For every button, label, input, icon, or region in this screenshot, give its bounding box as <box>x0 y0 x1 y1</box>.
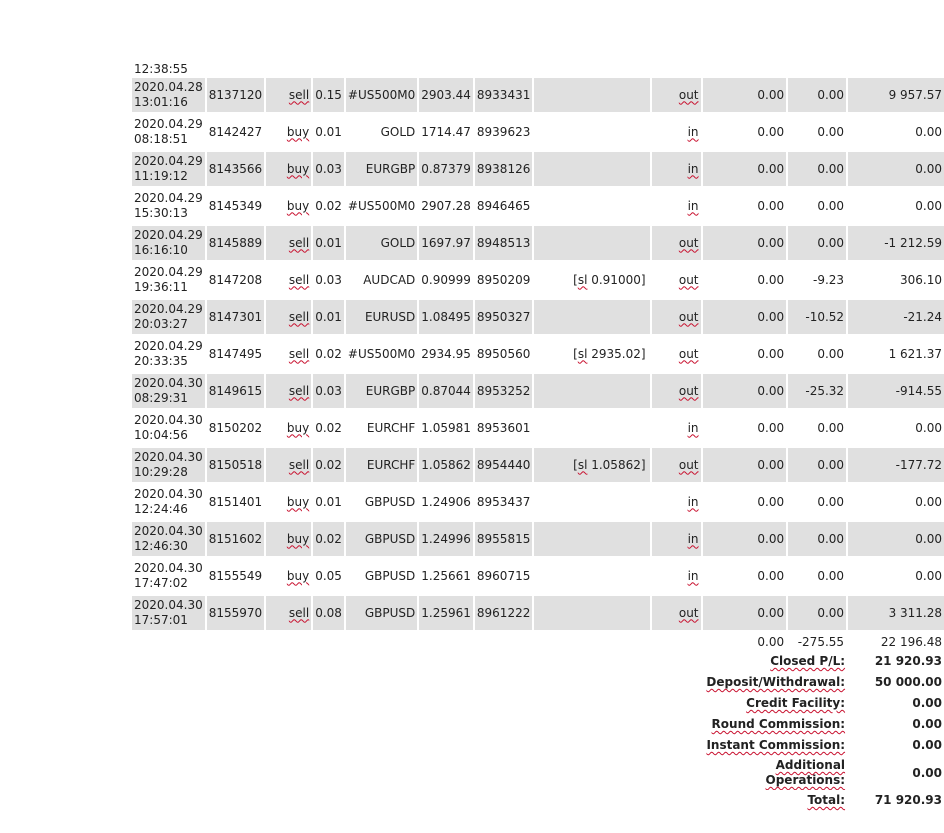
summary-value: 71 920.93 <box>874 793 942 807</box>
time-text: 08:29:31 <box>134 391 188 405</box>
date-text: 2020.04.29 <box>134 302 203 316</box>
symbol-cell: #US500M0 <box>345 336 418 373</box>
volume-cell: 0.03 <box>312 262 345 299</box>
price-cell: 1.25961 <box>418 595 474 632</box>
date-text: 2020.04.30 <box>134 598 203 612</box>
comment-cell <box>533 484 650 521</box>
swap-cell: 0.00 <box>787 151 847 188</box>
swap-cell: 0.00 <box>787 188 847 225</box>
deal-cell: 8147495 <box>206 336 265 373</box>
deal-cell: 8151401 <box>206 484 265 521</box>
order-cell: 8953252 <box>474 373 533 410</box>
price-cell: 1.05862 <box>418 447 474 484</box>
swap-cell: 0.00 <box>787 595 847 632</box>
time-text: 12:46:30 <box>134 539 188 553</box>
table-row <box>132 188 944 225</box>
symbol-cell: EURGBP <box>345 373 418 410</box>
comment-cell: [sl 1.05862] <box>533 447 650 484</box>
direction-cell <box>651 225 702 262</box>
direction-cell <box>651 262 702 299</box>
table-row <box>132 484 944 521</box>
profit-cell: 1 621.37 <box>847 336 944 373</box>
summary-row <box>132 714 944 735</box>
profit-cell: 0.00 <box>847 188 944 225</box>
table-row <box>132 114 944 151</box>
commission-cell: 0.00 <box>702 558 788 595</box>
type-text: buy <box>286 124 310 139</box>
volume-cell: 0.02 <box>312 336 345 373</box>
deal-cell: 8137120 <box>206 78 265 114</box>
type-text: sell <box>288 309 310 324</box>
table-row <box>132 151 944 188</box>
type-text: sell <box>288 272 310 287</box>
price-cell: 2934.95 <box>418 336 474 373</box>
total-commission: 0.00 <box>702 632 788 652</box>
commission-cell: 0.00 <box>702 521 788 558</box>
summary-label: Total: <box>807 793 846 807</box>
order-cell: 8939623 <box>474 114 533 151</box>
comment-cell <box>533 299 650 336</box>
summary-label: Round Commission: <box>711 717 846 731</box>
deal-cell: 8145349 <box>206 188 265 225</box>
total-swap: -275.55 <box>787 632 847 652</box>
date-text: 2020.04.30 <box>134 376 203 390</box>
profit-cell: 0.00 <box>847 410 944 447</box>
symbol-cell: GOLD <box>345 114 418 151</box>
commission-cell: 0.00 <box>702 299 788 336</box>
order-cell: 8954440 <box>474 447 533 484</box>
time-text: 11:19:12 <box>134 169 188 183</box>
direction-cell <box>651 151 702 188</box>
table-row <box>132 299 944 336</box>
type-text: buy <box>286 568 310 583</box>
commission-cell: 0.00 <box>702 595 788 632</box>
direction-text: in <box>687 124 699 139</box>
swap-cell: 0.00 <box>787 484 847 521</box>
direction-text: out <box>678 87 699 102</box>
date-text: 2020.04.29 <box>134 339 203 353</box>
volume-cell: 0.03 <box>312 151 345 188</box>
comment-cell <box>533 188 650 225</box>
type-cell <box>265 225 312 262</box>
comment-cell <box>533 78 650 114</box>
datetime-cell <box>132 336 206 373</box>
datetime-cell <box>132 78 206 114</box>
deal-cell: 8143566 <box>206 151 265 188</box>
datetime-cell <box>132 373 206 410</box>
commission-cell: 0.00 <box>702 114 788 151</box>
time-text: 15:30:13 <box>134 206 188 220</box>
direction-text: out <box>678 235 699 250</box>
price-cell: 2903.44 <box>418 78 474 114</box>
price-cell: 1.24906 <box>418 484 474 521</box>
date-text: 2020.04.30 <box>134 450 203 464</box>
table-row <box>132 262 944 299</box>
table-row <box>132 373 944 410</box>
order-cell: 8960715 <box>474 558 533 595</box>
summary-value: 0.00 <box>912 765 942 780</box>
symbol-cell: EURCHF <box>345 410 418 447</box>
datetime-cell <box>132 484 206 521</box>
type-text: sell <box>288 383 310 398</box>
table-row <box>132 410 944 447</box>
type-cell <box>265 78 312 114</box>
type-cell <box>265 151 312 188</box>
swap-cell: 0.00 <box>787 225 847 262</box>
symbol-cell: EURGBP <box>345 151 418 188</box>
direction-text: out <box>678 309 699 324</box>
time-text: 20:33:35 <box>134 354 188 368</box>
direction-cell <box>651 595 702 632</box>
order-cell: 8946465 <box>474 188 533 225</box>
commission-cell: 0.00 <box>702 225 788 262</box>
type-cell <box>265 373 312 410</box>
summary-label: Deposit/Withdrawal: <box>706 675 846 689</box>
direction-cell <box>651 188 702 225</box>
summary-value: 0.00 <box>912 738 942 752</box>
type-text: buy <box>286 531 310 546</box>
datetime-cell <box>132 262 206 299</box>
order-cell: 8961222 <box>474 595 533 632</box>
type-text: sell <box>288 235 310 250</box>
table-row <box>132 447 944 484</box>
time-text: 16:16:10 <box>134 243 188 257</box>
order-cell: 8950209 <box>474 262 533 299</box>
swap-cell: 0.00 <box>787 410 847 447</box>
direction-text: out <box>678 272 699 287</box>
direction-cell <box>651 373 702 410</box>
profit-cell: 0.00 <box>847 151 944 188</box>
type-cell <box>265 595 312 632</box>
price-cell: 1714.47 <box>418 114 474 151</box>
order-cell: 8938126 <box>474 151 533 188</box>
commission-cell: 0.00 <box>702 188 788 225</box>
datetime-cell <box>132 225 206 262</box>
order-cell: 8955815 <box>474 521 533 558</box>
date-text: 2020.04.30 <box>134 524 203 538</box>
summary-value: 0.00 <box>912 696 942 710</box>
commission-cell: 0.00 <box>702 78 788 114</box>
volume-cell: 0.01 <box>312 484 345 521</box>
direction-cell <box>651 336 702 373</box>
volume-cell: 0.05 <box>312 558 345 595</box>
datetime-cell <box>132 114 206 151</box>
direction-cell <box>651 447 702 484</box>
volume-cell: 0.01 <box>312 225 345 262</box>
type-cell <box>265 558 312 595</box>
type-text: sell <box>288 605 310 620</box>
summary-row <box>132 651 944 672</box>
deal-cell: 8149615 <box>206 373 265 410</box>
comment-cell <box>533 114 650 151</box>
direction-text: out <box>678 605 699 620</box>
deal-cell: 8155549 <box>206 558 265 595</box>
time-text: 13:01:16 <box>134 95 188 109</box>
order-cell: 8950560 <box>474 336 533 373</box>
direction-text: out <box>678 457 699 472</box>
summary-row <box>132 693 944 714</box>
commission-cell: 0.00 <box>702 336 788 373</box>
direction-text: in <box>687 161 699 176</box>
profit-cell: 0.00 <box>847 114 944 151</box>
type-text: sell <box>288 457 310 472</box>
deals-table <box>132 57 944 811</box>
time-text: 17:57:01 <box>134 613 188 627</box>
deal-cell: 8155970 <box>206 595 265 632</box>
type-cell <box>265 410 312 447</box>
symbol-cell: GBPUSD <box>345 521 418 558</box>
type-text: buy <box>286 161 310 176</box>
commission-cell: 0.00 <box>702 262 788 299</box>
order-cell: 8950327 <box>474 299 533 336</box>
type-cell <box>265 114 312 151</box>
type-text: sell <box>288 87 310 102</box>
date-text: 2020.04.29 <box>134 265 203 279</box>
datetime-cell <box>132 521 206 558</box>
datetime-cell <box>132 595 206 632</box>
type-text: buy <box>286 420 310 435</box>
date-text: 2020.04.30 <box>134 413 203 427</box>
symbol-cell: GBPUSD <box>345 484 418 521</box>
totals-row <box>132 632 944 652</box>
date-text: 2020.04.29 <box>134 191 203 205</box>
profit-cell: 306.10 <box>847 262 944 299</box>
summary-row <box>132 790 944 811</box>
summary-row <box>132 672 944 693</box>
comment-cell <box>533 558 650 595</box>
order-cell: 8953437 <box>474 484 533 521</box>
comment-cell <box>533 410 650 447</box>
profit-cell: -1 212.59 <box>847 225 944 262</box>
profit-cell: -914.55 <box>847 373 944 410</box>
comment-cell <box>533 225 650 262</box>
profit-cell: -21.24 <box>847 299 944 336</box>
direction-cell <box>651 521 702 558</box>
price-cell: 1.24996 <box>418 521 474 558</box>
symbol-cell: GBPUSD <box>345 558 418 595</box>
deal-cell: 8145889 <box>206 225 265 262</box>
profit-cell: -177.72 <box>847 447 944 484</box>
time-text: 20:03:27 <box>134 317 188 331</box>
comment-cell: [sl 2935.02] <box>533 336 650 373</box>
swap-cell: -10.52 <box>787 299 847 336</box>
profit-cell: 0.00 <box>847 484 944 521</box>
type-cell <box>265 262 312 299</box>
time-cell: 12:38:55 <box>132 57 206 78</box>
profit-cell: 0.00 <box>847 521 944 558</box>
direction-text: in <box>687 420 699 435</box>
swap-cell: 0.00 <box>787 447 847 484</box>
direction-cell <box>651 114 702 151</box>
table-row <box>132 336 944 373</box>
time-text: 08:18:51 <box>134 132 188 146</box>
symbol-cell: AUDCAD <box>345 262 418 299</box>
profit-cell: 9 957.57 <box>847 78 944 114</box>
volume-cell: 0.02 <box>312 188 345 225</box>
deal-cell: 8142427 <box>206 114 265 151</box>
summary-label: Additional Operations: <box>765 758 846 787</box>
direction-text: in <box>687 198 699 213</box>
type-cell <box>265 521 312 558</box>
direction-cell <box>651 558 702 595</box>
table-row <box>132 595 944 632</box>
price-cell: 1.08495 <box>418 299 474 336</box>
symbol-cell: #US500M0 <box>345 78 418 114</box>
price-cell: 0.87044 <box>418 373 474 410</box>
volume-cell: 0.01 <box>312 299 345 336</box>
order-cell: 8953601 <box>474 410 533 447</box>
datetime-cell <box>132 151 206 188</box>
profit-cell: 0.00 <box>847 558 944 595</box>
commission-cell: 0.00 <box>702 151 788 188</box>
swap-cell: 0.00 <box>787 78 847 114</box>
direction-text: out <box>678 346 699 361</box>
summary-label: Instant Commission: <box>706 738 846 752</box>
direction-cell <box>651 78 702 114</box>
type-cell <box>265 484 312 521</box>
datetime-cell <box>132 410 206 447</box>
commission-cell: 0.00 <box>702 373 788 410</box>
deal-cell: 8147301 <box>206 299 265 336</box>
price-cell: 1697.97 <box>418 225 474 262</box>
direction-text: in <box>687 568 699 583</box>
date-text: 2020.04.28 <box>134 80 203 94</box>
volume-cell: 0.02 <box>312 447 345 484</box>
swap-cell: 0.00 <box>787 114 847 151</box>
price-cell: 1.05981 <box>418 410 474 447</box>
profit-cell: 3 311.28 <box>847 595 944 632</box>
comment-cell <box>533 373 650 410</box>
total-profit: 22 196.48 <box>880 634 942 649</box>
summary-row <box>132 735 944 756</box>
direction-text: out <box>678 383 699 398</box>
table-row <box>132 558 944 595</box>
summary-label: Credit Facility: <box>746 696 846 710</box>
datetime-cell <box>132 558 206 595</box>
date-text: 2020.04.29 <box>134 117 203 131</box>
order-cell: 8948513 <box>474 225 533 262</box>
type-text: buy <box>286 198 310 213</box>
direction-cell <box>651 484 702 521</box>
table-row <box>132 225 944 262</box>
symbol-cell: EURUSD <box>345 299 418 336</box>
comment-cell <box>533 595 650 632</box>
symbol-cell: EURCHF <box>345 447 418 484</box>
price-cell: 0.87379 <box>418 151 474 188</box>
swap-cell: -9.23 <box>787 262 847 299</box>
type-cell <box>265 299 312 336</box>
type-text: sell <box>288 346 310 361</box>
swap-cell: 0.00 <box>787 336 847 373</box>
summary-row <box>132 756 944 790</box>
type-text: buy <box>286 494 310 509</box>
swap-cell: 0.00 <box>787 558 847 595</box>
time-text: 12:24:46 <box>134 502 188 516</box>
datetime-cell <box>132 188 206 225</box>
comment-cell: [sl 0.91000] <box>533 262 650 299</box>
date-text: 2020.04.29 <box>134 228 203 242</box>
volume-cell: 0.15 <box>312 78 345 114</box>
commission-cell: 0.00 <box>702 410 788 447</box>
price-cell: 1.25661 <box>418 558 474 595</box>
summary-value: 0.00 <box>912 717 942 731</box>
table-row <box>132 78 944 114</box>
volume-cell: 0.02 <box>312 410 345 447</box>
comment-cell <box>533 151 650 188</box>
type-cell <box>265 188 312 225</box>
direction-cell <box>651 410 702 447</box>
deal-cell: 8150518 <box>206 447 265 484</box>
volume-cell: 0.08 <box>312 595 345 632</box>
comment-cell <box>533 521 650 558</box>
date-text: 2020.04.29 <box>134 154 203 168</box>
table-row <box>132 57 944 78</box>
price-cell: 0.90999 <box>418 262 474 299</box>
date-text: 2020.04.30 <box>134 487 203 501</box>
summary-label: Closed P/L: <box>770 654 846 668</box>
type-cell <box>265 336 312 373</box>
volume-cell: 0.01 <box>312 114 345 151</box>
deal-cell: 8147208 <box>206 262 265 299</box>
date-text: 2020.04.30 <box>134 561 203 575</box>
summary-value: 21 920.93 <box>874 654 942 668</box>
datetime-cell <box>132 299 206 336</box>
time-text: 17:47:02 <box>134 576 188 590</box>
datetime-cell <box>132 447 206 484</box>
price-cell: 2907.28 <box>418 188 474 225</box>
time-text: 10:29:28 <box>134 465 188 479</box>
volume-cell: 0.02 <box>312 521 345 558</box>
time-text: 19:36:11 <box>134 280 188 294</box>
summary-value: 50 000.00 <box>874 675 942 689</box>
swap-cell: 0.00 <box>787 521 847 558</box>
commission-cell: 0.00 <box>702 484 788 521</box>
deal-cell: 8150202 <box>206 410 265 447</box>
deal-cell: 8151602 <box>206 521 265 558</box>
order-cell: 8933431 <box>474 78 533 114</box>
direction-text: in <box>687 494 699 509</box>
table-row <box>132 521 944 558</box>
volume-cell: 0.03 <box>312 373 345 410</box>
commission-cell: 0.00 <box>702 447 788 484</box>
swap-cell: -25.32 <box>787 373 847 410</box>
symbol-cell: #US500M0 <box>345 188 418 225</box>
symbol-cell: GOLD <box>345 225 418 262</box>
direction-cell <box>651 299 702 336</box>
type-cell <box>265 447 312 484</box>
symbol-cell: GBPUSD <box>345 595 418 632</box>
time-text: 10:04:56 <box>134 428 188 442</box>
direction-text: in <box>687 531 699 546</box>
